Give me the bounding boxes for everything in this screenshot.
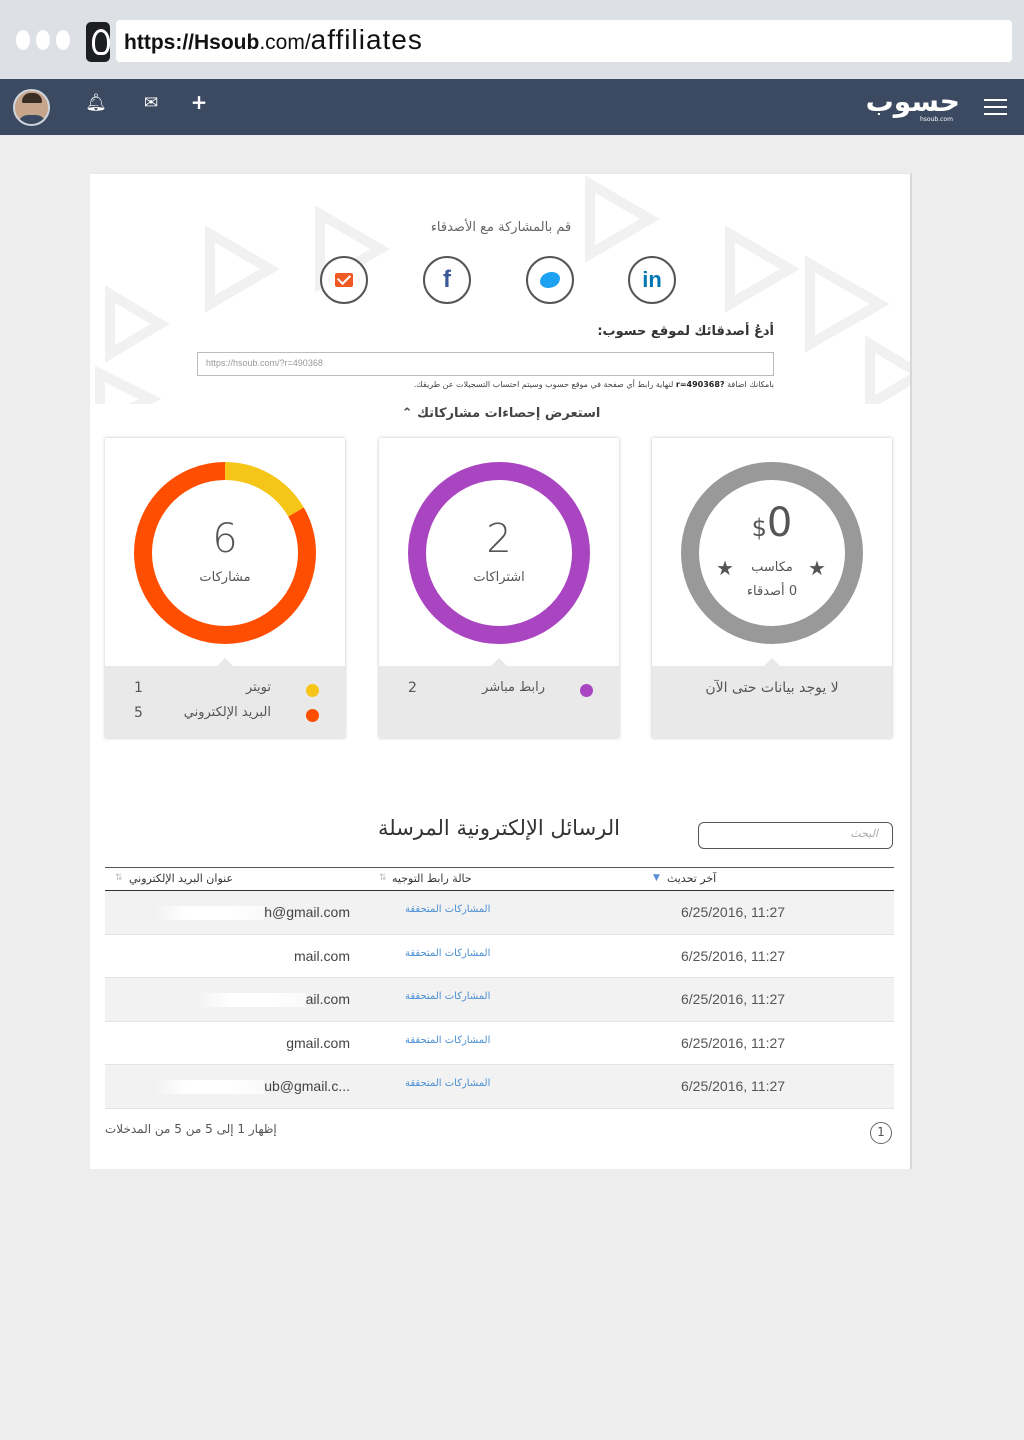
- updated-cell: 6/25/2016, 11:27: [681, 947, 786, 964]
- facebook-share-button[interactable]: [423, 256, 471, 304]
- bell-icon[interactable]: 🔔︎: [85, 93, 107, 113]
- url-tld: .com/: [259, 31, 311, 54]
- window-controls[interactable]: [16, 30, 70, 50]
- twitter-icon: [540, 272, 560, 288]
- subscriptions-stat-card: [379, 438, 619, 738]
- table-row[interactable]: [105, 1022, 894, 1066]
- status-link[interactable]: المشاركات المتحققة: [405, 991, 491, 1002]
- linkedin-share-button[interactable]: [628, 256, 676, 304]
- sort-icon[interactable]: ⇅: [379, 873, 387, 883]
- earnings-donut-chart: [677, 458, 867, 648]
- column-header-email[interactable]: عنوان البريد الإلكتروني: [129, 872, 234, 885]
- shares-total: 6: [212, 516, 238, 562]
- chevron-up-icon: ⌃: [401, 406, 413, 421]
- earnings-value: 0: [766, 500, 793, 546]
- earnings-label: مكاسب: [751, 560, 793, 575]
- browser-logo-icon: [86, 22, 110, 62]
- avatar[interactable]: [13, 89, 50, 126]
- shares-label: مشاركات: [199, 570, 251, 585]
- status-link[interactable]: المشاركات المتحققة: [405, 1078, 491, 1089]
- updated-cell: 6/25/2016, 11:27: [681, 1034, 786, 1051]
- sort-icon[interactable]: ⇅: [115, 873, 123, 883]
- sent-emails-table: [105, 867, 894, 1109]
- legend-dot: [306, 684, 319, 697]
- url-path: affiliates: [310, 24, 423, 55]
- subscriptions-total: 2: [486, 516, 512, 562]
- table-row[interactable]: [105, 978, 894, 1022]
- legend-count: 1: [134, 680, 143, 696]
- stats-toggle-label: استعرض إحصاءات مشاركاتك: [417, 406, 601, 421]
- table-row[interactable]: [105, 891, 894, 935]
- search-input[interactable]: البحث: [698, 822, 893, 849]
- logo-subtext: hsoub.com: [920, 116, 953, 123]
- referral-hint: [250, 380, 774, 389]
- legend-row-direct-link: [379, 680, 619, 702]
- email-cell: gmail.com: [105, 1035, 350, 1051]
- table-header: [105, 867, 894, 891]
- address-bar[interactable]: [116, 20, 1012, 62]
- status-link[interactable]: المشاركات المتحققة: [405, 904, 491, 915]
- star-icon: ★: [716, 556, 734, 580]
- pagination-info: إظهار 1 إلى 5 من 5 من المدخلات: [105, 1122, 277, 1136]
- url-host: Hsoub: [193, 31, 260, 54]
- plus-icon[interactable]: +: [190, 90, 208, 114]
- hint-after: لنهاية رابط أي صفحة في موقع حسوب وسيتم احتساب التسجيلات عن طريقك.: [413, 380, 674, 389]
- updated-cell: 6/25/2016, 11:27: [681, 1078, 786, 1094]
- status-link[interactable]: المشاركات المتحققة: [405, 1034, 491, 1046]
- legend-row-twitter: [105, 680, 345, 702]
- shares-stat-card: [105, 438, 345, 738]
- invite-label: أدعُ أصدقائك لموقع حسوب:: [597, 324, 774, 339]
- stats-toggle[interactable]: [90, 406, 912, 421]
- table-row[interactable]: [105, 935, 894, 979]
- email-cell: mail.com: [105, 948, 350, 964]
- column-header-status[interactable]: حالة رابط التوجيه: [392, 872, 472, 885]
- email-share-button[interactable]: [320, 256, 368, 304]
- email-cell: ub@gmail.c...: [105, 1078, 350, 1094]
- updated-cell: 6/25/2016, 11:27: [681, 991, 786, 1007]
- sort-desc-icon[interactable]: ▼: [653, 873, 660, 883]
- legend-name: البريد الإلكتروني: [183, 705, 271, 720]
- browser-chrome: [0, 0, 1024, 80]
- shares-legend: [105, 666, 345, 738]
- url-protocol: https://: [124, 31, 194, 54]
- page-button[interactable]: 1: [870, 1122, 892, 1144]
- legend-dot: [306, 709, 319, 722]
- email-cell: h@gmail.com: [105, 904, 350, 920]
- column-header-updated[interactable]: آخر تحديث: [667, 872, 717, 885]
- legend-count: 2: [408, 680, 417, 696]
- logo-text: حسوب: [865, 85, 960, 118]
- facebook-icon: f: [443, 266, 451, 293]
- earnings-stat-card: [652, 438, 892, 738]
- legend-dot: [580, 684, 593, 697]
- twitter-share-button[interactable]: [526, 256, 574, 304]
- legend-name: رابط مباشر: [482, 680, 545, 695]
- referral-link-field[interactable]: https://hsoub.com/?r=490368: [197, 352, 774, 376]
- subscriptions-label: اشتراكات: [473, 570, 525, 585]
- table-row[interactable]: [105, 1065, 894, 1109]
- email-cell: ail.com: [105, 991, 350, 1007]
- hint-code: ?r=490368: [675, 380, 725, 389]
- hint-before: بامكانك اضافة: [727, 380, 774, 389]
- no-data-message: لا يوجد بيانات حتى الآن: [705, 680, 839, 696]
- site-navbar: [0, 79, 1024, 135]
- sent-emails-title: الرسائل الإلكترونية المرسلة: [378, 816, 620, 840]
- earnings-ring: [690, 471, 854, 635]
- status-link[interactable]: المشاركات المتحققة: [405, 947, 491, 959]
- earnings-amount: [652, 500, 892, 546]
- updated-cell: 6/25/2016, 11:27: [681, 904, 786, 920]
- legend-count: 5: [134, 705, 143, 721]
- star-icon: ★: [808, 556, 826, 580]
- currency-symbol: $: [751, 514, 767, 542]
- subscriptions-legend: [379, 666, 619, 738]
- earnings-legend: [652, 666, 892, 738]
- table-body: [105, 891, 894, 1109]
- linkedin-icon: in: [642, 267, 662, 292]
- envelope-icon: [335, 273, 353, 287]
- site-logo[interactable]: [865, 85, 960, 129]
- affiliates-card: [90, 173, 912, 1169]
- menu-icon[interactable]: [984, 99, 1007, 115]
- share-title: قم بالمشاركة مع الأصدقاء: [430, 220, 572, 235]
- legend-name: تويتر: [245, 680, 271, 695]
- legend-row-email: [105, 705, 345, 727]
- friends-count: 0 أصدقاء: [746, 584, 798, 599]
- envelope-icon[interactable]: ✉︎: [143, 93, 159, 113]
